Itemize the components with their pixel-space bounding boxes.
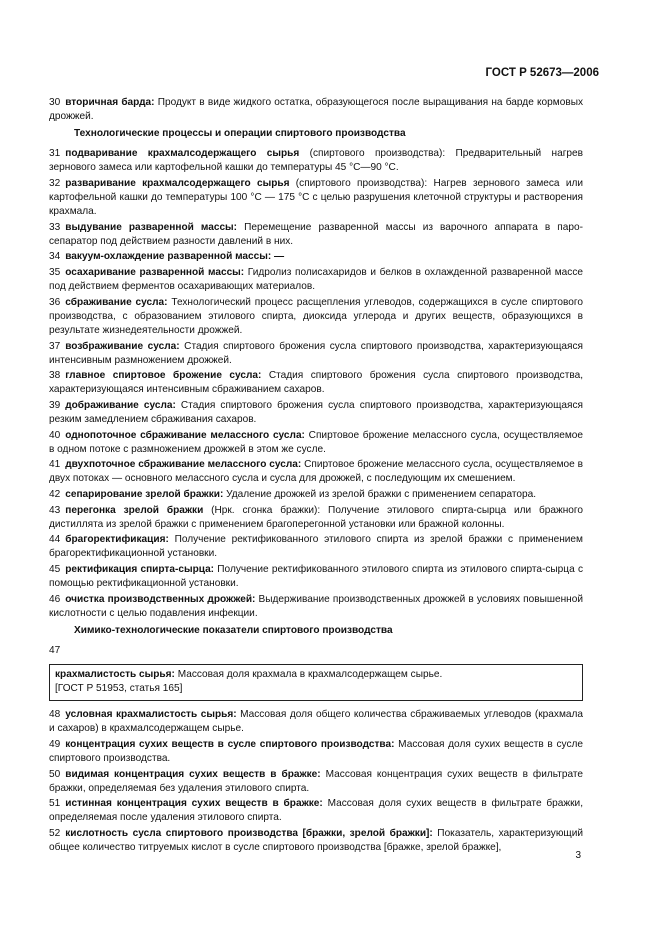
term-label: очистка производственных дрожжей: [65, 593, 256, 605]
term-number: 43 [49, 504, 61, 516]
term-number: 40 [49, 429, 61, 441]
term-47-text: Массовая доля крахмала в крахмалсодержащем сырье. [174, 668, 443, 680]
term-definition: Удаление дрожжей из зрелой бражки с применением сепаратора. [223, 488, 537, 500]
page-number: 3 [575, 850, 581, 861]
term-label: истинная концентрация сухих веществ в бражке: [65, 798, 323, 810]
term-number: 32 [49, 177, 61, 189]
term-number: 41 [49, 459, 61, 471]
term-entry-50 [49, 768, 583, 796]
term-label: однопоточное сбраживание мелассного сусла: [65, 429, 305, 441]
term-entry-30 [49, 96, 583, 124]
term-label: видимая концентрация сухих веществ в бражке: [65, 768, 321, 780]
term-definition: (Нрк. сгонка бражки): Получение этилового спирта-сырца или бражного дистиллята из зрелой бражки с применением брагоперегонной установки или бражной колонны. [49, 504, 583, 530]
term-label: вакуум-охлаждение разваренной массы: — [65, 251, 285, 263]
term-label: вторичная барда: [65, 97, 155, 108]
term-definition: Массовая доля сухих веществ в фильтрате бражки, определяемая после удаления этилового спирта. [49, 798, 583, 824]
term-label: концентрация сухих веществ в сусле спиртового производства: [65, 738, 395, 750]
terms-block-2 [49, 147, 583, 621]
term-number: 52 [49, 827, 61, 839]
term-entry-36 [49, 296, 583, 338]
term-entry-34 [49, 250, 583, 264]
term-number: 30 [49, 97, 61, 108]
term-number: 37 [49, 340, 61, 352]
term-definition: Технологический процесс расщепления углеводов, содержащихся в сусле спиртового производства, с образованием этилового спирта, диоксида углерода и других веществ, образующихся в результате жизнедеятельности дрожжей. [49, 296, 583, 336]
term-definition: Стадия спиртового брожения сусла спиртового производства, характеризующаяся резким замедлением сбраживания сахаров. [49, 399, 583, 425]
term-number: 48 [49, 709, 61, 721]
term-label: ректификация спирта-сырца: [65, 563, 215, 575]
terms-block-1 [49, 96, 583, 124]
term-definition: Стадия спиртового брожения сусла спиртового производства, характеризующаяся интенсивным размножением дрожжей. [49, 340, 583, 366]
terms-block-3 [49, 708, 583, 855]
term-definition: Массовая концентрация сухих веществ в фильтрате бражки, определяемая без удаления этилового спирта. [49, 768, 583, 794]
term-label: кислотность сусла спиртового производства [бражки, зрелой бражки]: [65, 827, 433, 839]
term-definition: Массовая доля сухих веществ в сусле спиртового производства. [49, 738, 583, 764]
term-number: 38 [49, 370, 61, 382]
term-number: 44 [49, 534, 61, 546]
term-entry-44 [49, 533, 583, 561]
term-definition: Показатель, характеризующий общее количество титруемых кислот в сусле спиртового производства [бражке, зрелой бражке], [49, 827, 583, 853]
term-number: 49 [49, 738, 61, 750]
term-number: 39 [49, 399, 61, 411]
term-number: 46 [49, 593, 61, 605]
term-47-reference: [ГОСТ Р 51953, статья 165] [55, 683, 183, 695]
term-label: перегонка зрелой бражки [65, 504, 204, 516]
term-label: подваривание крахмалсодержащего сырья [65, 148, 300, 160]
term-label: выдувание разваренной массы: [65, 221, 238, 233]
term-number-47: 47 [49, 644, 61, 656]
term-number: 42 [49, 488, 61, 500]
term-number: 36 [49, 296, 61, 308]
term-entry-39 [49, 399, 583, 427]
term-definition: (спиртового производства): Нагрев зернового замеса или картофельной кашки до температуры 100 °С — 175 °С с целью разрушения клеточной структуры и растворения крахмала. [49, 177, 583, 218]
document-header: ГОСТ Р 52673—2006 [485, 67, 599, 79]
term-label: дображивание сусла: [65, 399, 176, 411]
term-number: 34 [49, 251, 61, 263]
section-heading-processes: Технологические процессы и операции спиртового производства [74, 128, 406, 140]
term-label: сбраживание сусла: [65, 296, 168, 308]
term-entry-51 [49, 797, 583, 825]
term-number: 33 [49, 221, 61, 233]
term-entry-32 [49, 177, 583, 219]
term-entry-35 [49, 266, 583, 294]
term-number: 45 [49, 563, 61, 575]
term-entry-31 [49, 147, 583, 175]
term-definition: Перемещение разваренной массы из варочного аппарата в паросепаратор под действием разности давлений в них. [49, 221, 583, 247]
term-entry-42 [49, 488, 583, 502]
term-entry-52 [49, 827, 583, 855]
term-definition: (спиртового производства): Предварительный нагрев зернового замеса или картофельной кашки до температуры 45 °С—90 °С. [49, 148, 583, 174]
term-definition: Получение ректификованного этилового спирта из зрелой бражки с применением брагоректификационной установки. [49, 534, 583, 560]
document-body [49, 96, 583, 857]
term-label: двухпоточное сбраживание мелассного сусла: [65, 459, 302, 471]
term-label: условная крахмалистость сырья: [65, 709, 237, 721]
term-entry-33 [49, 221, 583, 249]
term-entry-40 [49, 429, 583, 457]
term-definition: Спиртовое брожение мелассного сусла, осуществляемое в одном потоке с размножением дрожжей в этом же сусле. [49, 429, 583, 455]
term-entry-48 [49, 708, 583, 736]
section-heading-indicators: Химико-технологические показатели спиртового производства [74, 624, 393, 636]
term-label: возбраживание сусла: [65, 340, 180, 352]
term-number: 50 [49, 768, 61, 780]
term-entry-43 [49, 504, 583, 532]
term-definition: Получение ректификованного этилового спирта из этилового спирта-сырца с помощью ректификационной установки. [49, 563, 583, 589]
term-definition: Массовая доля общего количества сбраживаемых углеводов (крахмала и сахаров) в крахмалсодержащем сырье. [49, 709, 584, 735]
term-definition: Выдерживание производственных дрожжей в условиях повышенной кислотности с целью подавления инфекции. [49, 593, 583, 619]
term-label: сепарирование зрелой бражки: [65, 488, 224, 500]
term-47-box [49, 664, 583, 701]
term-definition: Стадия спиртового брожения сусла спиртового производства, характеризующаяся интенсивным сбраживанием сахаров. [49, 370, 583, 396]
term-entry-38 [49, 369, 583, 397]
term-entry-45 [49, 563, 583, 591]
term-entry-46 [49, 593, 583, 621]
term-47-definition [55, 668, 577, 682]
term-entry-37 [49, 340, 583, 368]
term-label: главное спиртовое брожение сусла: [65, 370, 262, 382]
term-number: 35 [49, 267, 61, 279]
term-entry-49 [49, 738, 583, 766]
term-label: брагоректификация: [65, 534, 169, 546]
term-definition: Продукт в виде жидкого остатка, образующегося после выращивания на барде кормовых дрожжей. [49, 97, 583, 123]
term-47-label: крахмалистость сырья: [55, 668, 175, 680]
term-label: осахаривание разваренной массы: [65, 267, 245, 279]
term-definition: Спиртовое брожение мелассного сусла, осуществляемое в двух потоках — основного мелассного сусла и сусла для дрожжей, с последующим их смешением. [49, 459, 583, 485]
term-number: 51 [49, 798, 61, 810]
term-label: разваривание крахмалсодержащего сырья [65, 177, 290, 189]
term-number: 31 [49, 148, 61, 160]
term-definition: Гидролиз полисахаридов и белков в охлажденной разваренной массе под действием ферментов осахаривающих материалов. [49, 267, 583, 293]
term-entry-41 [49, 458, 583, 486]
